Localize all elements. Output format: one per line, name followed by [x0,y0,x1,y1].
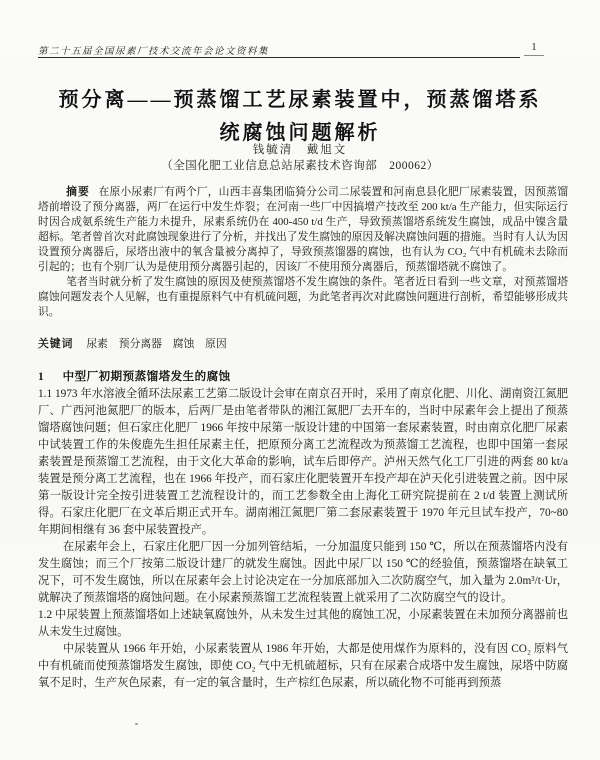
header-rule [38,57,520,58]
keywords-terms: 尿素 预分离器 腐蚀 原因 [86,338,227,350]
page-number: 1 [524,42,544,56]
paper-title-line1: 预分离——预蒸馏工艺尿素装置中，预蒸馏塔系 [58,89,542,111]
paragraph-1-2: 1.2 中尿装置上预蒸馏塔如上述缺氧腐蚀外，从未发生过其他的腐蚀工况，小尿素装置在未加预分离器前也从未发生过腐蚀。 [38,609,568,638]
abstract-block [38,185,568,320]
paper-title-line2: 统腐蚀问题解析 [219,122,381,144]
section-1-number: 1 [38,371,45,383]
authors: 钱毓清 戴旭文 [252,144,348,156]
running-head: 第二十五届全国尿素厂技术交流年会论文资料集 [38,47,270,57]
section-1-heading [38,368,568,384]
section-1-body [38,386,568,692]
section-1-title: 中型厂初期预蒸馏塔发生的腐蚀 [62,371,231,383]
abstract-paragraph-2: 笔者当时就分析了发生腐蚀的原因及使预蒸馏塔不发生腐蚀的条件。笔者近日看到一些文章，对预蒸馏塔腐蚀问题发表个人见解，也有重提原料气中有机硫问题，为此笔者再次对此腐蚀问题进行剖析，希望能够形成共识。 [38,276,568,318]
affiliation: （全国化肥工业信息总站尿素技术咨询部 200062） [161,160,439,172]
scan-artifact-dot [135,723,138,725]
abstract-text-1: 在原小尿素厂有两个厂，山西丰喜集团临猗分公司二尿装置和河南息县化肥厂尿素装置，因预蒸馏塔前增设了预分离器，两厂在运行中发生炸裂；在河南一些厂中因搞增产技改至 200 kt/a 生产能力，但实际运行时因合成氨系统生产能力未提升，尿素系统仍在 400-450 t/d 生产，导致预蒸馏塔系统发生腐蚀，成品中镍含量超标。笔者曾首次对此腐蚀现象进行了分析，并找出了发生腐蚀的原因及解决腐蚀问题的措施。当时有人认为因设置预分离器后，尿塔出液中的氧含量被分离掉了，导致预蒸馏器的腐蚀，也有认为 CO₂ 气中有机硫未去除而引起的；也有个别厂认为是使用预分离器引起的，因该厂不使用预分离器后，预蒸馏塔就不腐蚀了。 [38,186,568,273]
abstract-paragraph-1 [38,185,568,275]
paragraph-1-1: 1.1 1973 年水溶液全循环法尿素工艺第二版设计会审在南京召开时，采用了南京化肥、川化、湖南资江氮肥厂、广西河池氮肥厂的版本，后两厂是由笔者带队的湘江氮肥厂去开车的，当时中尿素年会上提出了预蒸馏塔腐蚀问题；但石家庄化肥厂 1966 年按中尿第一版设计建的中国第一套尿素装置，时由南京化肥厂尿素中试装置工作的朱俊鹿先生担任尿素主任，把原预分离工艺流程改为预蒸馏工艺流程，也即中国第一套尿素装置是预蒸馏工艺流程，由于文化大革命的影响，试车后即停产。泸州天然气化工厂引进的两套 80 kt/a 装置是预分离工艺流程，也在 1966 年投产，而石家庄化肥装置开车投产却在泸天化引进装置之前。因中尿第一版设计完全按引进装置工艺流程设计的，而工艺参数全由上海化工研究院提前在 2 t/d 装置上测试所得。石家庄化肥厂在文革后期正式开车。湖南湘江氮肥厂第二套尿素装置于 1970 年元旦试车投产，70~80 年期间相继有 36 套中尿装置投产。 [38,388,568,536]
paragraph-urea-meeting: 在尿素年会上，石家庄化肥厂因一分加列管结垢，一分加温度只能到 150 ℃，所以在预蒸馏塔内没有发生腐蚀；而三个厂按第二版设计建厂的就发生腐蚀。因此中尿厂以 150 ℃的经验值，预蒸馏塔在缺氧工况下，可不发生腐蚀，所以在尿素年会上讨论决定在一分加底部加入二次防腐空气，加入量为 2.0m³/t·Ur，就解决了预蒸馏塔的腐蚀问题。在小尿素预蒸馏工艺流程装置上就采用了二次防腐空气的设计。 [38,541,568,604]
keywords-label: 关键词 [38,338,74,350]
abstract-label: 摘要 [66,186,90,198]
keywords-line [38,336,568,351]
paragraph-coal-feedstock: 中尿装置从 1966 年开始，小尿素装置从 1986 年开始，大都是使用煤作为原料的，没有因 CO₂ 原料气中有机硫而使预蒸馏塔发生腐蚀，即使 CO₂ 气中无机硫超标，只有在尿素合成塔中发生腐蚀，尿塔中防腐氧不足时，生产灰色尿素，有一定的氧含量时，生产棕红色尿素，所以硫化物不可能再到预蒸 [38,643,568,689]
